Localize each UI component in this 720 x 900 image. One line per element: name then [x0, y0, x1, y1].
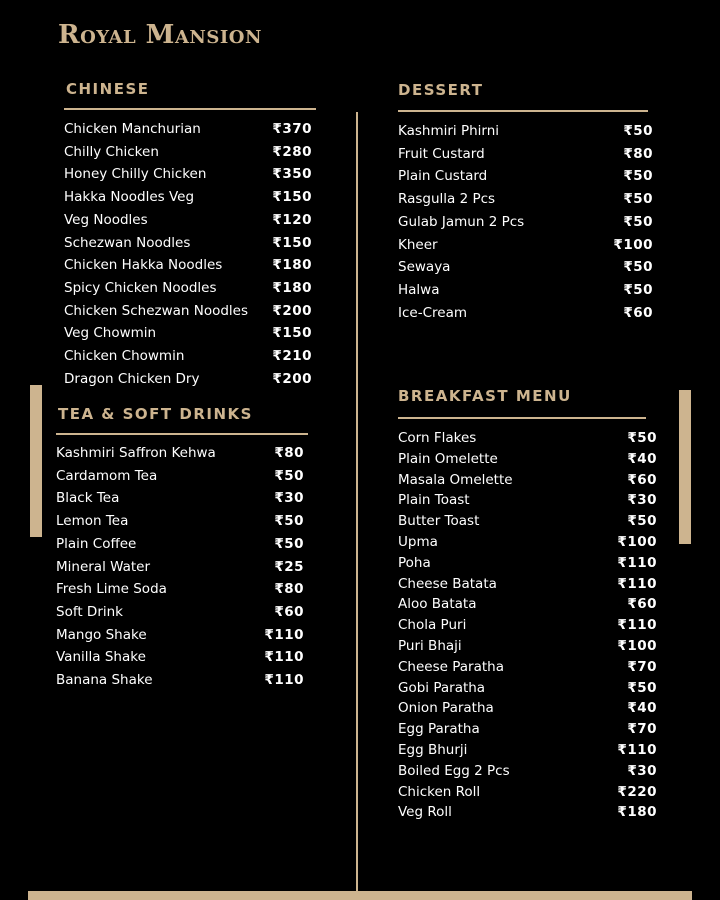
menu-item — [64, 233, 312, 253]
menu-item — [398, 782, 657, 802]
menu-item-price: ₹200 — [272, 370, 312, 387]
menu-item-price: ₹70 — [627, 658, 657, 675]
menu-item-price: ₹50 — [274, 535, 304, 552]
menu-item-price: ₹70 — [627, 721, 657, 738]
menu-item-name: Chicken Schezwan Noodles — [64, 302, 249, 319]
menu-item — [398, 615, 657, 635]
menu-item-name: Butter Toast — [398, 513, 480, 530]
menu-item-price: ₹50 — [274, 467, 304, 484]
menu-item — [398, 761, 657, 781]
menu-item-price: ₹220 — [617, 783, 657, 800]
menu-item-name: Egg Paratha — [398, 721, 480, 738]
menu-item — [398, 574, 657, 594]
menu-item-price: ₹120 — [272, 211, 312, 228]
left-accent-bar — [30, 385, 42, 537]
menu-item-name: Plain Omelette — [398, 450, 498, 467]
menu-item — [398, 121, 653, 141]
menu-item-price: ₹280 — [272, 143, 312, 160]
menu-item — [64, 323, 312, 343]
menu-item-price: ₹60 — [623, 304, 653, 321]
menu-item — [398, 511, 657, 531]
menu-item-name: Egg Bhurji — [398, 742, 468, 758]
menu-item-name: Gobi Paratha — [398, 679, 486, 696]
menu-item — [398, 470, 657, 490]
menu-item-price: ₹110 — [617, 617, 657, 634]
menu-item — [56, 670, 304, 690]
menu-item — [56, 511, 304, 531]
menu-item-name: Halwa — [398, 281, 440, 298]
menu-item-name: Kashmiri Saffron Kehwa — [56, 445, 216, 461]
menu-item-name: Hakka Noodles Veg — [64, 189, 195, 206]
menu-item-price: ₹110 — [264, 626, 304, 643]
menu-item — [398, 802, 657, 822]
menu-item-name: Poha — [398, 554, 431, 571]
menu-item-price: ₹150 — [272, 234, 312, 251]
menu-item — [398, 553, 657, 573]
menu-item — [56, 602, 304, 622]
menu-item-price: ₹50 — [274, 513, 304, 530]
section-rule-tea — [56, 433, 308, 435]
menu-item — [56, 488, 304, 508]
menu-item-price: ₹100 — [617, 534, 657, 550]
menu-item-name: Mango Shake — [56, 626, 147, 643]
menu-item — [56, 647, 304, 667]
menu-item-name: Plain Coffee — [56, 535, 137, 552]
menu-item — [64, 119, 312, 139]
menu-item-price: ₹110 — [617, 742, 657, 758]
menu-item-price: ₹50 — [627, 430, 657, 446]
menu-item-price: ₹30 — [627, 492, 657, 509]
menu-item-price: ₹80 — [274, 581, 304, 598]
menu-item — [398, 449, 657, 469]
menu-item-price: ₹150 — [272, 189, 312, 206]
menu-item — [64, 210, 312, 230]
menu-item — [64, 369, 312, 389]
section-title-dessert: DESSERT — [398, 81, 484, 99]
menu-item-name: Honey Chilly Chicken — [64, 166, 207, 183]
menu-item — [64, 346, 312, 366]
menu-item-name: Soft Drink — [56, 603, 123, 620]
menu-item-price: ₹25 — [274, 558, 304, 575]
menu-item — [398, 257, 653, 277]
menu-item — [64, 164, 312, 184]
menu-item-price: ₹50 — [623, 123, 653, 139]
menu-item-name: Boiled Egg 2 Pcs — [398, 762, 510, 779]
menu-item-name: Black Tea — [56, 490, 120, 507]
menu-item-name: Kheer — [398, 236, 438, 253]
menu-item-price: ₹40 — [627, 700, 657, 717]
menu-item-name: Onion Paratha — [398, 700, 494, 717]
menu-item-price: ₹110 — [264, 672, 304, 688]
column-divider — [356, 112, 358, 892]
menu-item — [56, 625, 304, 645]
menu-item — [398, 303, 653, 323]
menu-item — [398, 740, 657, 760]
section-rule-dessert — [398, 110, 648, 112]
menu-item-price: ₹50 — [627, 513, 657, 530]
menu-item-name: Rasgulla 2 Pcs — [398, 191, 496, 208]
menu-item — [398, 212, 653, 232]
menu-item-price: ₹80 — [623, 145, 653, 162]
section-title-tea: TEA & SOFT DRINKS — [58, 405, 253, 423]
menu-item-name: Masala Omelette — [398, 471, 513, 488]
menu-item-price: ₹150 — [272, 325, 312, 342]
menu-item-name: Banana Shake — [56, 672, 153, 688]
menu-item-name: Plain Toast — [398, 492, 470, 509]
menu-item-name: Spicy Chicken Noodles — [64, 279, 217, 296]
menu-item-price: ₹80 — [274, 445, 304, 461]
menu-item-price: ₹110 — [264, 649, 304, 666]
menu-item-price: ₹50 — [623, 281, 653, 298]
menu-item-price: ₹60 — [627, 596, 657, 613]
section-title-chinese: CHINESE — [66, 80, 150, 98]
bottom-accent-bar — [28, 891, 692, 900]
menu-item-price: ₹110 — [617, 554, 657, 571]
section-title-breakfast: BREAKFAST MENU — [398, 387, 572, 405]
menu-item-name: Sewaya — [398, 259, 451, 276]
menu-item-price: ₹50 — [627, 679, 657, 696]
menu-item-name: Chola Puri — [398, 617, 467, 634]
brand-title: Royal Mansion — [58, 20, 262, 50]
menu-item — [64, 187, 312, 207]
menu-item-name: Chicken Manchurian — [64, 121, 201, 137]
menu-item — [398, 532, 657, 552]
menu-item — [398, 719, 657, 739]
menu-item-price: ₹180 — [272, 257, 312, 274]
menu-item-name: Cardamom Tea — [56, 467, 158, 484]
menu-item-name: Dragon Chicken Dry — [64, 370, 200, 387]
menu-item — [56, 557, 304, 577]
menu-item-name: Veg Roll — [398, 804, 452, 821]
menu-item — [398, 636, 657, 656]
menu-item-price: ₹100 — [617, 638, 657, 654]
menu-item-name: Mineral Water — [56, 558, 151, 575]
menu-item-price: ₹30 — [274, 490, 304, 507]
menu-item-name: Chilly Chicken — [64, 143, 159, 160]
menu-item-name: Kashmiri Phirni — [398, 123, 500, 139]
menu-item — [64, 142, 312, 162]
menu-item — [398, 657, 657, 677]
menu-item-name: Upma — [398, 534, 438, 550]
right-accent-bar — [679, 390, 691, 544]
menu-item-price: ₹40 — [627, 450, 657, 467]
menu-item-price: ₹110 — [617, 575, 657, 592]
menu-item-price: ₹200 — [272, 302, 312, 319]
menu-item-price: ₹50 — [623, 168, 653, 185]
menu-item — [64, 255, 312, 275]
menu-item-price: ₹100 — [613, 236, 653, 253]
menu-item-price: ₹30 — [627, 762, 657, 779]
menu-item-name: Fresh Lime Soda — [56, 581, 167, 598]
menu-item — [398, 490, 657, 510]
menu-item — [56, 466, 304, 486]
menu-item — [56, 443, 304, 463]
menu-item-price: ₹60 — [627, 471, 657, 488]
menu-item-name: Vanilla Shake — [56, 649, 146, 666]
menu-item — [398, 698, 657, 718]
menu-item-name: Schezwan Noodles — [64, 234, 191, 251]
menu-item — [398, 428, 657, 448]
menu-item-name: Chicken Hakka Noodles — [64, 257, 223, 274]
menu-item-price: ₹50 — [623, 191, 653, 208]
menu-item-name: Chicken Chowmin — [64, 348, 185, 364]
menu-item-name: Aloo Batata — [398, 596, 477, 613]
menu-item-name: Fruit Custard — [398, 145, 485, 162]
menu-item — [398, 235, 653, 255]
section-rule-chinese — [64, 108, 316, 110]
menu-item-name: Veg Noodles — [64, 211, 148, 228]
menu-item-name: Cheese Paratha — [398, 658, 504, 675]
menu-item-price: ₹350 — [272, 166, 312, 183]
menu-item — [56, 579, 304, 599]
menu-item-price: ₹210 — [272, 348, 312, 364]
menu-item-price: ₹180 — [617, 804, 657, 821]
menu-item — [56, 534, 304, 554]
menu-item-price: ₹60 — [274, 603, 304, 620]
menu-item — [398, 594, 657, 614]
menu-item-name: Cheese Batata — [398, 575, 497, 592]
menu-item-name: Chicken Roll — [398, 783, 481, 800]
menu-item — [398, 678, 657, 698]
menu-item-name: Corn Flakes — [398, 430, 477, 446]
menu-item-name: Plain Custard — [398, 168, 488, 185]
menu-item-price: ₹50 — [623, 213, 653, 230]
menu-item — [64, 278, 312, 298]
menu-item-name: Lemon Tea — [56, 513, 129, 530]
menu-item — [398, 280, 653, 300]
menu-item-price: ₹50 — [623, 259, 653, 276]
menu-item-name: Veg Chowmin — [64, 325, 157, 342]
menu-item — [398, 144, 653, 164]
section-rule-breakfast — [398, 417, 646, 419]
menu-item — [398, 166, 653, 186]
menu-item-name: Ice-Cream — [398, 304, 467, 321]
menu-item-price: ₹370 — [272, 121, 312, 137]
menu-item-name: Gulab Jamun 2 Pcs — [398, 213, 525, 230]
menu-item — [64, 301, 312, 321]
menu-item — [398, 189, 653, 209]
menu-item-price: ₹180 — [272, 279, 312, 296]
menu-item-name: Puri Bhaji — [398, 638, 462, 654]
